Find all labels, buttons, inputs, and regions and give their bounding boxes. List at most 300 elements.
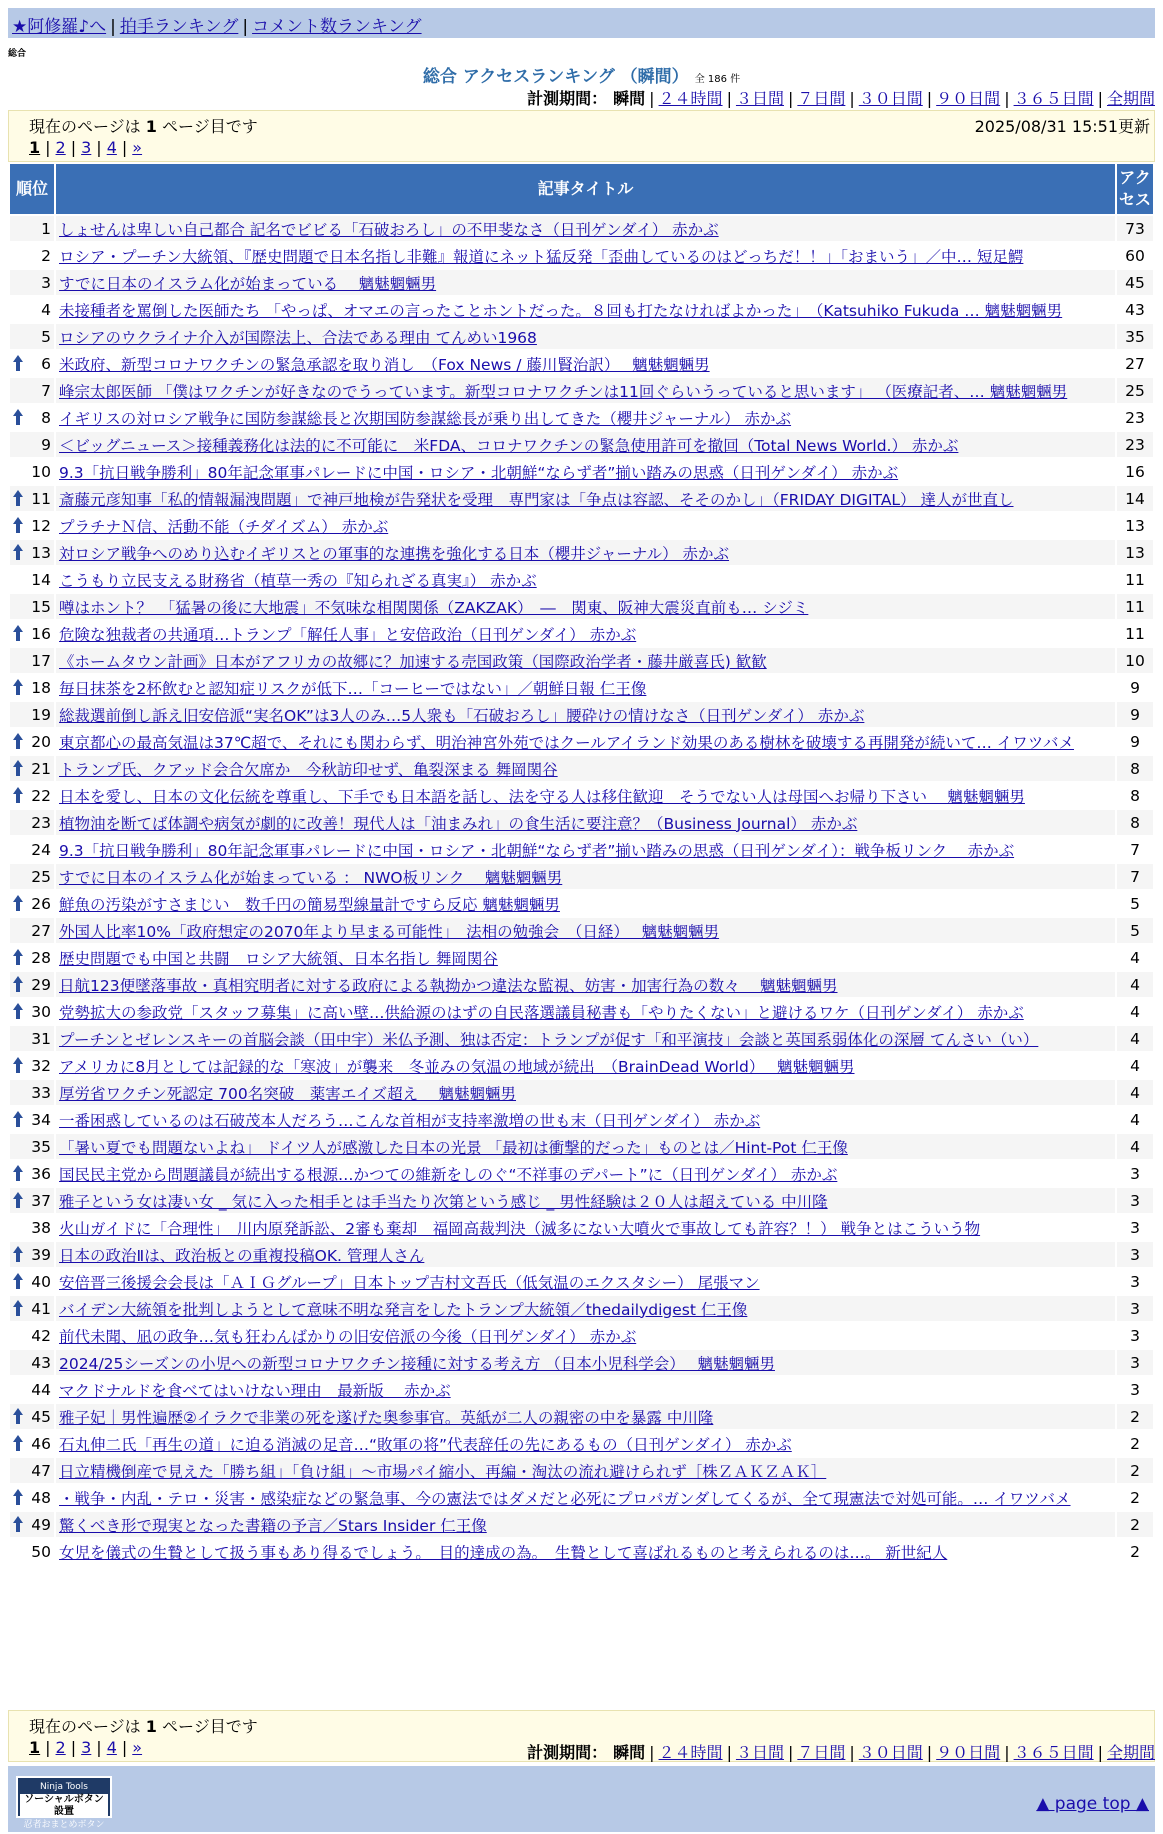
pagination-top <box>29 138 142 157</box>
rank-number: 26 <box>31 894 51 913</box>
period-separator: | <box>1097 89 1103 108</box>
rank-cell <box>10 594 54 619</box>
rank-cell <box>10 1431 54 1456</box>
access-count: 13 <box>1117 540 1153 565</box>
article-link[interactable]: 《ホームタウン計画》日本がアフリカの故郷に？加速する売国政策（国際政治学者・藤井厳喜氏) 歓歓 <box>59 652 767 671</box>
rank-cell <box>10 1215 54 1240</box>
title-cell <box>56 1026 1115 1051</box>
article-link[interactable]: 石丸伸二氏「再生の道」に迫る消滅の足音…“敗軍の将”代表辞任の先にあるもの（日刊ゲンダイ） 赤かぶ <box>59 1435 792 1454</box>
article-link[interactable]: 9.3「抗日戦争勝利」80年記念軍事パレードに中国・ロシア・北朝鮮“ならず者”揃い踏みの思惑（日刊ゲンダイ） 赤かぶ <box>59 463 899 482</box>
title-cell <box>56 810 1115 835</box>
rank-cell <box>10 999 54 1024</box>
title-cell <box>56 729 1115 754</box>
pager-separator: | <box>96 138 102 157</box>
rank-cell <box>10 513 54 538</box>
title-cell <box>56 918 1115 943</box>
table-row <box>10 594 1153 619</box>
rank-up-arrow-icon <box>12 786 24 804</box>
rank-cell <box>10 324 54 349</box>
article-link[interactable]: 毎日抹茶を2杯飲むと認知症リスクが低下…「コーヒーではない」／朝鮮日報 仁王像 <box>59 679 647 698</box>
article-link[interactable]: 外国人比率10%「政府想定の2070年より早まる可能性」 法相の勉強会 （日経） 魑魅魍魎男 <box>59 922 720 941</box>
period-separator: | <box>787 89 794 108</box>
page-top-link[interactable]: ▲ page top ▲ <box>1036 1794 1149 1814</box>
article-link[interactable]: 対ロシア戦争へのめり込むイギリスとの軍事的な連携を強化する日本（櫻井ジャーナル） 赤かぶ <box>59 544 730 563</box>
rank-number: 4 <box>41 300 51 319</box>
rank-number: 6 <box>41 354 51 373</box>
access-count: 3 <box>1117 1296 1153 1321</box>
article-link[interactable]: ロシア・プーチン大統領、『歴史問題で日本名指し非難』報道にネット猛反発「歪曲しているのはどっちだ！！」「おまいう」／中… 短足鰐 <box>59 247 1024 266</box>
rank-number: 34 <box>31 1110 51 1129</box>
rank-number: 11 <box>31 489 51 508</box>
title-cell <box>56 1404 1115 1429</box>
article-link[interactable]: トランプ氏、クアッド会合欠席か 今秋訪印せず、亀裂深まる 舞岡関谷 <box>59 760 558 779</box>
article-link[interactable]: 前代未聞、凪の政争…気も狂わんばかりの旧安倍派の今後（日刊ゲンダイ） 赤かぶ <box>59 1327 637 1346</box>
title-cell <box>56 864 1115 889</box>
article-link[interactable]: すでに日本のイスラム化が始まっている 魑魅魍魎男 <box>59 274 437 293</box>
pager-separator: | <box>70 1738 77 1757</box>
title-cell <box>56 594 1115 619</box>
table-row <box>10 1026 1153 1051</box>
rank-cell <box>10 891 54 916</box>
period-separator: | <box>787 1743 794 1762</box>
title-cell <box>56 1080 1115 1105</box>
title-cell <box>56 1269 1115 1294</box>
pager-page-4[interactable]: 4 <box>106 138 117 157</box>
rank-number: 20 <box>31 732 51 751</box>
article-link[interactable]: アメリカに8月としては記録的な「寒波」が襲来 冬並みの気温の地域が続出 （BrainDead World） 魑魅魍魎男 <box>59 1057 855 1076</box>
table-row <box>10 1161 1153 1186</box>
rank-up-arrow-icon <box>12 1515 24 1533</box>
pager-separator: | <box>70 138 77 157</box>
article-link[interactable]: 国民民主党から問題議員が続出する根源…かつての維新をしのぐ“不祥事のデパート”に（日刊ゲンダイ） 赤かぶ <box>59 1165 838 1184</box>
period-separator: | <box>726 1743 732 1762</box>
table-header-row <box>10 164 1153 214</box>
rank-number: 7 <box>41 381 51 400</box>
table-row <box>10 513 1153 538</box>
article-link[interactable]: プーチンとゼレンスキーの首脳会談（田中宇）米仏予測、独は否定：トランプが促す「和平演技」会談と英国系弱体化の深層 てんさい（い） <box>59 1030 1039 1049</box>
rank-up-arrow-icon <box>12 408 24 426</box>
pager-next[interactable]: » <box>132 138 143 157</box>
rank-cell <box>10 405 54 430</box>
title-cell <box>56 540 1115 565</box>
rank-number: 31 <box>31 1029 51 1048</box>
rank-cell <box>10 675 54 700</box>
article-link[interactable]: こうもり立民支える財務省（植草一秀の『知られざる真実』） 赤かぶ <box>59 571 537 590</box>
article-link[interactable]: 安倍晋三後援会会長は「ＡＩＧグループ」日本トップ吉村文吾氏（低気温のエクスタシー） 尾張マン <box>59 1273 760 1292</box>
rank-cell <box>10 918 54 943</box>
access-count: 2 <box>1117 1512 1153 1537</box>
rank-number: 1 <box>41 219 51 238</box>
article-link[interactable]: 歴史問題でも中国と共闘 ロシア大統領、日本名指し 舞岡関谷 <box>59 949 498 968</box>
period-link-3[interactable]: ３０日間 <box>858 1743 923 1762</box>
period-link-0[interactable]: ２４時間 <box>658 1743 723 1762</box>
access-count: 3 <box>1117 1161 1153 1186</box>
title-cell <box>56 1377 1115 1402</box>
rank-cell <box>10 1269 54 1294</box>
rank-cell <box>10 1404 54 1429</box>
article-link[interactable]: ロシアのウクライナ介入が国際法上、合法である理由 てんめい1968 <box>59 328 537 347</box>
table-row <box>10 567 1153 592</box>
table-row <box>10 1539 1153 1564</box>
title-cell <box>56 1188 1115 1213</box>
page-info-prefix: 現在のページは <box>29 117 146 136</box>
article-link[interactable]: 日本の政治Ⅱは、政治板との重複投稿OK. 管理人さん <box>59 1246 425 1265</box>
rank-number: 48 <box>31 1488 51 1507</box>
ranking-rows <box>10 216 1153 1564</box>
access-count: 5 <box>1117 918 1153 943</box>
access-count: 8 <box>1117 756 1153 781</box>
title-cell <box>56 945 1115 970</box>
ranking-title: 総合 アクセスランキング （瞬間） <box>422 67 689 87</box>
rank-up-arrow-icon <box>12 1110 24 1128</box>
period-link-5[interactable]: ３６５日間 <box>1013 1743 1094 1762</box>
article-link[interactable]: バイデン大統領を批判しようとして意味不明な発言をしたトランプ大統領／thedailydigest 仁王像 <box>59 1300 748 1319</box>
rank-number: 28 <box>31 948 51 967</box>
rank-cell <box>10 1296 54 1321</box>
rank-up-arrow-icon <box>12 759 24 777</box>
rank-number: 42 <box>31 1326 51 1345</box>
page-info-suffix: ページ目です <box>156 117 258 136</box>
pager-separator: | <box>121 138 128 157</box>
rank-up-arrow-icon <box>12 1299 24 1317</box>
access-count: 11 <box>1117 594 1153 619</box>
access-count: 2 <box>1117 1539 1153 1564</box>
period-link-0[interactable]: ２４時間 <box>658 89 723 108</box>
title-cell <box>56 1215 1115 1240</box>
period-current: 瞬間 <box>613 1743 646 1762</box>
pager-page-2[interactable]: 2 <box>55 1738 66 1757</box>
table-row <box>10 1404 1153 1429</box>
access-count: 23 <box>1117 432 1153 457</box>
article-link[interactable]: 未接種者を罵倒した医師たち 「やっぱ、オマエの言ったことホントだった。８回も打たなければよかった」 （Katsuhiko Fukuda … 魑魅魍魎男 <box>59 301 1063 320</box>
rank-up-arrow-icon <box>12 1191 24 1209</box>
table-row <box>10 459 1153 484</box>
article-link[interactable]: 雅子妃｜男性遍歴②イラクで非業の死を遂げた奥参事官。英紙が二人の親密の中を暴露 中川隆 <box>59 1408 714 1427</box>
access-count: 60 <box>1117 243 1153 268</box>
article-link[interactable]: 日航123便墜落事故・真相究明者に対する政府による執拗かつ違法な監視、妨害・加害行為の数々 魑魅魍魎男 <box>59 976 838 995</box>
rank-cell <box>10 783 54 808</box>
rank-number: 24 <box>31 840 51 859</box>
article-link[interactable]: 危険な独裁者の共通項…トランプ「解任人事」と安倍政治（日刊ゲンダイ） 赤かぶ <box>59 625 637 644</box>
rank-up-arrow-icon <box>12 1056 24 1074</box>
top-navigation <box>8 8 1155 38</box>
title-cell <box>56 324 1115 349</box>
rank-number: 39 <box>31 1245 51 1264</box>
article-link[interactable]: 日立精機倒産で見えた「勝ち組」「負け組」～市場パイ縮小、再編・淘汰の流れ避けられず［株ＺＡＫＺＡＫ］ <box>59 1462 827 1481</box>
rank-number: 5 <box>41 327 51 346</box>
article-link[interactable]: 植物油を断てば体調や病気が劇的に改善！現代人は「油まみれ」の食生活に要注意？（Business Journal） 赤かぶ <box>59 814 858 833</box>
title-cell <box>56 486 1115 511</box>
pager-page-4[interactable]: 4 <box>106 1738 117 1757</box>
rank-cell <box>10 756 54 781</box>
table-row <box>10 972 1153 997</box>
access-count: 35 <box>1117 324 1153 349</box>
article-link[interactable]: 米政府、新型コロナワクチンの緊急承認を取り消し （Fox News / 藤川賢治訳） 魑魅魍魎男 <box>59 355 710 374</box>
access-count: 3 <box>1117 1269 1153 1294</box>
table-row <box>10 756 1153 781</box>
title-cell <box>56 1512 1115 1537</box>
article-link[interactable]: 厚労省ワクチン死認定 700名突破 薬害エイズ超え 魑魅魍魎男 <box>59 1084 517 1103</box>
rank-up-arrow-icon <box>12 1488 24 1506</box>
rank-up-arrow-icon <box>12 948 24 966</box>
table-row <box>10 405 1153 430</box>
period-link-4[interactable]: ９０日間 <box>936 89 1001 108</box>
title-cell <box>56 405 1115 430</box>
title-cell <box>56 513 1115 538</box>
access-count: 9 <box>1117 729 1153 754</box>
access-count: 3 <box>1117 1242 1153 1267</box>
rank-number: 45 <box>31 1407 51 1426</box>
rank-cell <box>10 702 54 727</box>
period-link-3[interactable]: ３０日間 <box>858 89 923 108</box>
title-cell <box>56 891 1115 916</box>
rank-number: 3 <box>41 273 51 292</box>
rank-cell <box>10 1350 54 1375</box>
table-row <box>10 1350 1153 1375</box>
pager-next[interactable]: » <box>132 1738 143 1757</box>
period-separator: | <box>726 89 732 108</box>
rank-up-arrow-icon <box>12 543 24 561</box>
pager-current: 1 <box>29 1738 41 1757</box>
table-row <box>10 702 1153 727</box>
article-link[interactable]: ・戦争・内乱・テロ・災害・感染症などの緊急事、今の憲法ではダメだと必死にプロパガンダしてくるが、全て現憲法で対処可能。… イワツバメ <box>59 1489 1071 1508</box>
table-row <box>10 1080 1153 1105</box>
rank-number: 10 <box>31 462 51 481</box>
table-row <box>10 1431 1153 1456</box>
rank-number: 33 <box>31 1083 51 1102</box>
table-row <box>10 621 1153 646</box>
rank-cell <box>10 1242 54 1267</box>
rank-cell <box>10 1512 54 1537</box>
rank-number: 12 <box>31 516 51 535</box>
item-count: 全 186 件 <box>694 74 741 85</box>
page-info-number: 1 <box>145 1717 157 1736</box>
access-count: 3 <box>1117 1188 1153 1213</box>
table-row <box>10 324 1153 349</box>
rank-up-arrow-icon <box>12 354 24 372</box>
rank-cell <box>10 810 54 835</box>
title-cell <box>56 432 1115 457</box>
period-current: 瞬間 <box>613 89 646 108</box>
table-row <box>10 297 1153 322</box>
period-link-6[interactable]: 全期間 <box>1106 1743 1155 1762</box>
period-link-2[interactable]: ７日間 <box>797 1743 846 1762</box>
article-link[interactable]: しょせんは卑しい自己都合 記名でビビる「石破おろし」の不甲斐なさ（日刊ゲンダイ） 赤かぶ <box>59 220 719 239</box>
pager-separator: | <box>45 1738 51 1757</box>
article-link[interactable]: 峰宗太郎医師 「僕はワクチンが好きなのでうっています。新型コロナワクチンは11回ぐらいうっていると思います」 （医療記者、… 魑魅魍魎男 <box>59 382 1068 401</box>
access-count: 4 <box>1117 1053 1153 1078</box>
rank-up-arrow-icon <box>12 1164 24 1182</box>
article-link[interactable]: 総裁選前倒し訴え旧安倍派“実名OK”は3人のみ…5人衆も「石破おろし」腰砕けの情けなさ（日刊ゲンダイ） 赤かぶ <box>59 706 865 725</box>
table-row <box>10 432 1153 457</box>
title-cell <box>56 1242 1115 1267</box>
table-row <box>10 486 1153 511</box>
ninja-badge-middle: ソーシャルボタン設置 <box>20 1794 108 1818</box>
comment-ranking-link[interactable]: コメント数ランキング <box>252 17 422 37</box>
title-cell <box>56 1485 1115 1510</box>
access-count: 27 <box>1117 351 1153 376</box>
pager-page-3[interactable]: 3 <box>81 138 92 157</box>
rank-number: 14 <box>31 570 51 589</box>
article-link[interactable]: 斎藤元彦知事「私的情報漏洩問題」で神戸地検が告発状を受理 専門家は「争点は容認、そそのかし」（FRIDAY DIGITAL） 達人が世直し <box>59 490 1014 509</box>
rank-number: 16 <box>31 624 51 643</box>
article-link[interactable]: すでに日本のイスラム化が始まっている ： NWO板リンク 魑魅魍魎男 <box>59 868 563 887</box>
access-count: 16 <box>1117 459 1153 484</box>
title-cell <box>56 1539 1115 1564</box>
access-count: 73 <box>1117 216 1153 241</box>
period-separator: | <box>849 1743 855 1762</box>
title-cell <box>56 1296 1115 1321</box>
table-row <box>10 243 1153 268</box>
page-info-suffix: ページ目です <box>156 1717 258 1736</box>
rank-cell <box>10 567 54 592</box>
title-cell <box>56 459 1115 484</box>
ninja-tools-badge[interactable] <box>16 1776 112 1830</box>
period-selector-top <box>527 86 1155 109</box>
table-row <box>10 999 1153 1024</box>
rank-number: 27 <box>31 921 51 940</box>
access-count: 3 <box>1117 1350 1153 1375</box>
article-link[interactable]: 女児を儀式の生贄として扱う事もあり得るでしょう。 目的達成の為。 生贄として喜ばれるものと考えられるのは…。 新世紀人 <box>59 1543 948 1562</box>
access-count: 10 <box>1117 648 1153 673</box>
period-link-1[interactable]: ３日間 <box>735 89 784 108</box>
rank-cell <box>10 1161 54 1186</box>
table-row <box>10 1242 1153 1267</box>
rank-number: 25 <box>31 867 51 886</box>
pager-separator: | <box>45 138 51 157</box>
access-count: 4 <box>1117 1107 1153 1132</box>
period-link-1[interactable]: ３日間 <box>735 1743 784 1762</box>
title-cell <box>56 1458 1115 1483</box>
article-link[interactable]: 「暑い夏でも問題ないよね」 ドイツ人が感激した日本の光景 「最初は衝撃的だった」ものとは／Hint-Pot 仁王像 <box>59 1138 848 1157</box>
rank-number: 18 <box>31 678 51 697</box>
access-count: 4 <box>1117 1026 1153 1051</box>
rank-up-arrow-icon <box>12 894 24 912</box>
article-link[interactable]: 驚くべき形で現実となった書籍の予言／Stars Insider 仁王像 <box>59 1516 487 1535</box>
article-link[interactable]: イギリスの対ロシア戦争に国防参謀総長と次期国防参謀総長が乗り出してきた（櫻井ジャーナル） 赤かぶ <box>59 409 792 428</box>
rank-cell <box>10 837 54 862</box>
home-link[interactable]: ★阿修羅♪へ <box>12 17 107 37</box>
rank-number: 46 <box>31 1434 51 1453</box>
title-cell <box>56 1134 1115 1159</box>
title-cell <box>56 756 1115 781</box>
table-row <box>10 1485 1153 1510</box>
table-row <box>10 729 1153 754</box>
access-count: 2 <box>1117 1431 1153 1456</box>
title-cell <box>56 972 1115 997</box>
article-link[interactable]: 2024/25シーズンの小児への新型コロナワクチン接種に対する考え方 （日本小児科学会） 魑魅魍魎男 <box>59 1354 775 1373</box>
rank-number: 9 <box>41 435 51 454</box>
table-row <box>10 1377 1153 1402</box>
table-row <box>10 1134 1153 1159</box>
rank-up-arrow-icon <box>12 732 24 750</box>
article-link[interactable]: マクドナルドを食べてはいけない理由 最新版 赤かぶ <box>59 1381 451 1400</box>
title-cell <box>56 216 1115 241</box>
rank-cell <box>10 621 54 646</box>
clap-ranking-link[interactable]: 拍手ランキング <box>119 17 239 37</box>
rank-cell <box>10 1026 54 1051</box>
access-count: 43 <box>1117 297 1153 322</box>
article-link[interactable]: ＜ビッグニュース＞接種義務化は法的に不可能に 米FDA、コロナワクチンの緊急使用許可を撤回（Total News World.） 赤かぶ <box>59 436 959 455</box>
article-link[interactable]: 雅子という女は凄い女 _ 気に入った相手とは手当たり次第という感じ _ 男性経験は２０人は超えている 中川隆 <box>59 1192 828 1211</box>
rank-number: 49 <box>31 1515 51 1534</box>
period-separator: | <box>849 89 855 108</box>
title-cell <box>56 243 1115 268</box>
article-link[interactable]: 火山ガイドに「合理性」 川内原発訴訟、2審も棄却 福岡高裁判決（滅多にない大噴火で事故しても許容？！） 戦争とはこういう物 <box>59 1219 981 1238</box>
rank-cell <box>10 1134 54 1159</box>
period-link-5[interactable]: ３６５日間 <box>1013 89 1094 108</box>
title-cell <box>56 351 1115 376</box>
period-separator: | <box>1004 1743 1010 1762</box>
access-count: 4 <box>1117 945 1153 970</box>
rank-number: 15 <box>31 597 51 616</box>
period-link-6[interactable]: 全期間 <box>1106 89 1155 108</box>
table-row <box>10 270 1153 295</box>
page-info-number: 1 <box>145 117 157 136</box>
table-row <box>10 918 1153 943</box>
rank-header: 順位 <box>10 164 54 214</box>
access-count: 4 <box>1117 972 1153 997</box>
ninja-badge-bottom: 忍者おまとめボタン <box>23 1820 105 1830</box>
rank-cell <box>10 459 54 484</box>
article-link[interactable]: 党勢拡大の参政党「スタッフ募集」に高い壁…供給源のはずの自民落選議員秘書も「やりたくない」と避けるワケ（日刊ゲンダイ） 赤かぶ <box>59 1003 1024 1022</box>
table-row <box>10 1458 1153 1483</box>
article-link[interactable]: プラチナＮ信、活動不能（チダイズム） 赤かぶ <box>59 517 389 536</box>
article-link[interactable]: 一番困惑しているのは石破茂本人だろう…こんな首相が支持率激増の世も末（日刊ゲンダイ） 赤かぶ <box>59 1111 761 1130</box>
article-link[interactable]: 噂はホント？ 「猛暑の後に大地震」不気味な相関関係（ZAKZAK） ― 関東、阪神大震災直前も… シジミ <box>59 598 809 617</box>
rank-cell <box>10 270 54 295</box>
rank-cell <box>10 216 54 241</box>
pager-page-3[interactable]: 3 <box>81 1738 92 1757</box>
period-link-4[interactable]: ９０日間 <box>936 1743 1001 1762</box>
rank-up-arrow-icon <box>12 678 24 696</box>
access-count: 3 <box>1117 1377 1153 1402</box>
title-cell <box>56 675 1115 700</box>
updated-timestamp: 2025/08/31 15:51更新 <box>974 117 1150 136</box>
rank-cell <box>10 1485 54 1510</box>
rank-up-arrow-icon <box>12 1272 24 1290</box>
title-cell <box>56 378 1115 403</box>
period-link-2[interactable]: ７日間 <box>797 89 846 108</box>
page-info-prefix: 現在のページは <box>29 1717 146 1736</box>
article-link[interactable]: 9.3「抗日戦争勝利」80年記念軍事パレードに中国・ロシア・北朝鮮“ならず者”揃い踏みの思惑（日刊ゲンダイ）：戦争板リンク 赤かぶ <box>59 841 1015 860</box>
period-separator: | <box>926 89 933 108</box>
access-count: 8 <box>1117 810 1153 835</box>
rank-number: 30 <box>31 1002 51 1021</box>
article-link[interactable]: 日本を愛し、日本の文化伝統を尊重し、下手でも日本語を話し、法を守る人は移住歓迎 そうでない人は母国へお帰り下さい 魑魅魍魎男 <box>59 787 1025 806</box>
title-cell <box>56 1431 1115 1456</box>
article-link[interactable]: 東京都心の最高気温は37℃超で、それにも関わらず、明治神宮外苑ではクールアイランド効果のある樹林を破壊する再開発が続いて… イワツバメ <box>59 733 1074 752</box>
rank-cell <box>10 1053 54 1078</box>
period-separator: | <box>926 1743 933 1762</box>
period-separator: | <box>649 89 655 108</box>
rank-number: 19 <box>31 705 51 724</box>
rank-up-arrow-icon <box>12 516 24 534</box>
article-link[interactable]: 鮮魚の汚染がすさまじい 数千円の簡易型線量計ですら反応 魑魅魍魎男 <box>59 895 560 914</box>
title-cell <box>56 999 1115 1024</box>
pagination-bottom <box>29 1738 142 1757</box>
rank-cell <box>10 972 54 997</box>
pager-page-2[interactable]: 2 <box>55 138 66 157</box>
access-count: 8 <box>1117 783 1153 808</box>
access-count: 2 <box>1117 1485 1153 1510</box>
rank-cell <box>10 1080 54 1105</box>
rank-cell <box>10 1107 54 1132</box>
rank-up-arrow-icon <box>12 1434 24 1452</box>
table-row <box>10 1215 1153 1240</box>
table-row <box>10 216 1153 241</box>
page-info-top <box>8 110 1155 162</box>
